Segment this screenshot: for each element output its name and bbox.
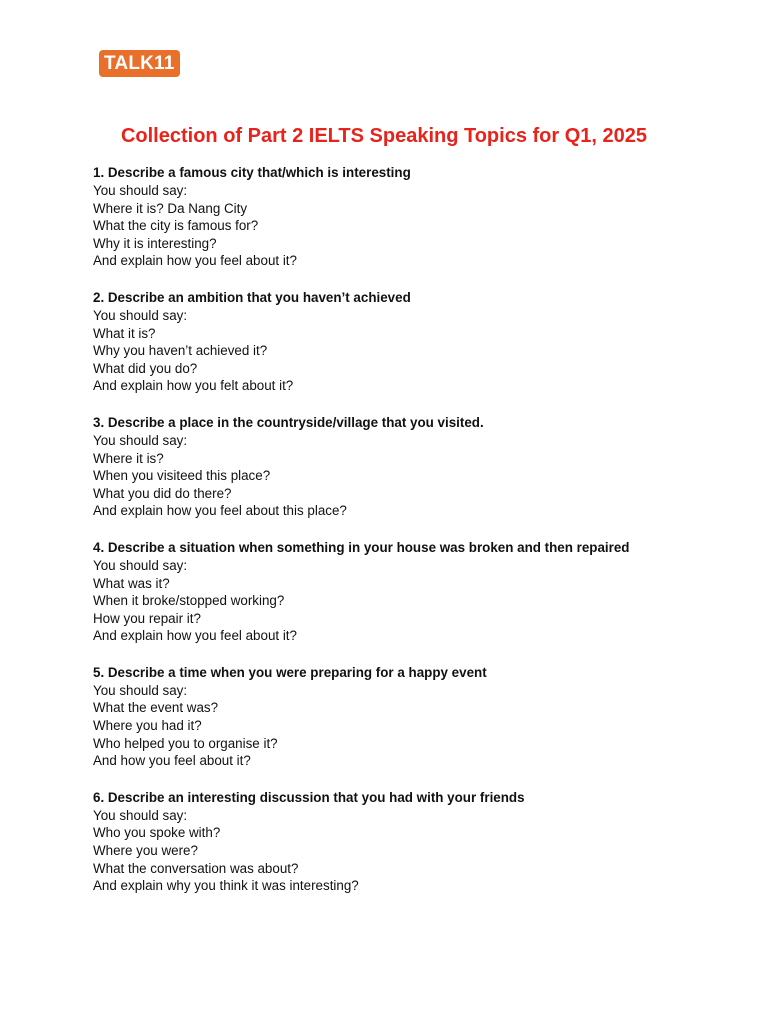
topic-line: What did you do? [93, 360, 198, 376]
topic-line: Where it is? Da Nang City [93, 200, 248, 216]
topic-6 [93, 788, 753, 895]
topic-line: Where it is? [93, 450, 164, 466]
topic-line: What it is? [93, 325, 156, 341]
topic-line: You should say: [93, 557, 188, 573]
topic-line: You should say: [93, 307, 188, 323]
topic-line: You should say: [93, 682, 188, 698]
topic-line: And explain how you felt about it? [93, 378, 294, 394]
topic-line: Where you had it? [93, 718, 202, 734]
topic-line: When you visiteed this place? [93, 468, 271, 484]
topic-3 [93, 413, 753, 520]
topic-line: Who helped you to organise it? [93, 735, 278, 751]
topic-line: And how you feel about it? [93, 753, 251, 769]
topic-line: When it broke/stopped working? [93, 593, 285, 609]
topics-list [93, 163, 753, 913]
topic-line: You should say: [93, 807, 188, 823]
topic-heading: 4. Describe a situation when something in your house was broken and then repaired [93, 539, 630, 555]
topic-line: And explain how you feel about it? [93, 253, 297, 269]
topic-line: What you did do there? [93, 485, 232, 501]
topic-line: How you repair it? [93, 610, 201, 626]
topic-line: What was it? [93, 575, 170, 591]
topic-line: And explain how you feel about this place? [93, 503, 347, 519]
topic-line: Why it is interesting? [93, 235, 217, 251]
topic-heading: 2. Describe an ambition that you haven’t achieved [93, 289, 411, 305]
topic-line: And explain why you think it was interesting? [93, 878, 359, 894]
topic-heading: 5. Describe a time when you were preparing for a happy event [93, 664, 487, 680]
topic-line: You should say: [93, 432, 188, 448]
topic-line: You should say: [93, 183, 188, 198]
topic-heading: 1. Describe a famous city that/which is interesting [93, 165, 411, 180]
topic-2 [93, 288, 753, 395]
topic-heading: 3. Describe a place in the countryside/village that you visited. [93, 414, 484, 430]
topic-1 [93, 163, 753, 270]
topic-heading: 6. Describe an interesting discussion that you had with your friends [93, 789, 525, 805]
topic-line: What the event was? [93, 700, 219, 716]
topic-line: What the city is famous for? [93, 218, 259, 234]
topic-line: Why you haven’t achieved it? [93, 343, 268, 359]
topic-line: Who you spoke with? [93, 825, 221, 841]
topic-line: What the conversation was about? [93, 860, 299, 876]
topic-5 [93, 663, 753, 770]
topic-4 [93, 538, 753, 645]
talk11-logo: TALK11 [99, 50, 180, 77]
topic-line: Where you were? [93, 843, 198, 859]
topic-line: And explain how you feel about it? [93, 628, 297, 644]
page-title: Collection of Part 2 IELTS Speaking Topics for Q1, 2025 [120, 125, 648, 147]
